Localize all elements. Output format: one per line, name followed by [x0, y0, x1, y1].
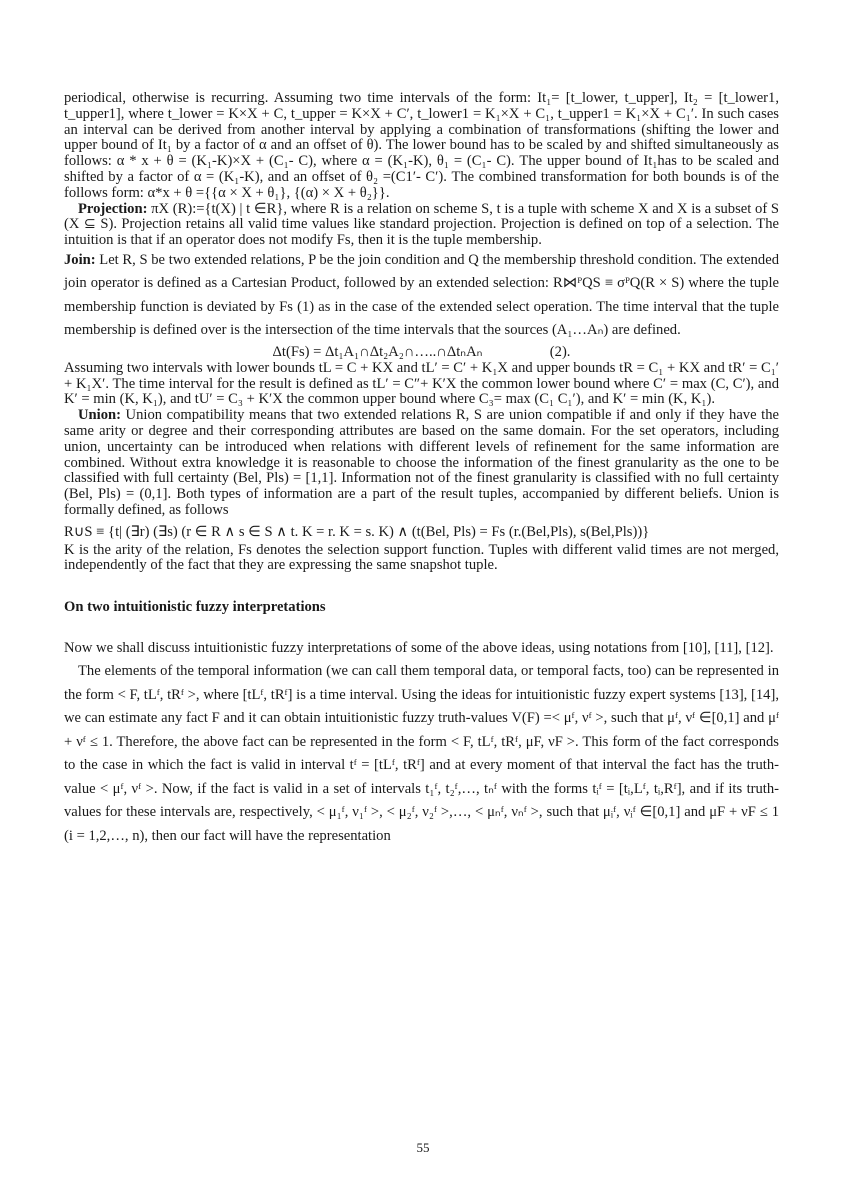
- paragraph-transformations: periodical, otherwise is recurring. Assuming two time intervals of the form: It₁= [t_lower, t_upper], It₂ = [t_lower1, t_upper1], where t_lower = K×X + C, t_upper = K×X + C′, t_lower1 = K₁×X + C₁, t_upper1 = K₁×X + C₁′. In such cases an interval can be derived from another interval by applying a combination of transformations (shifting the lower and upper bound of It₁ by a factor of α and an offset of θ). The lower bound has to be scaled by and shifted simultaneously as follows: α * x + θ = (K₁-K)×X + (C₁- C), where α = (K₁-K), θ₁ = (C₁- C). The upper bound of It₁has to be scaled and shifted by a factor of α = (K₁-K), and an offset of θ₂ =(C1′- C′). The combined transformation for both bounds is of the follows form: α*x + θ ={{α × X + θ₁}, {(α) × X + θ₂}}.: [64, 90, 779, 201]
- paragraph-bounds: Assuming two intervals with lower bounds tL = C + KX and tL′ = C′ + K₁X and upper bounds tR = C₁ + KX and tR′ = C₁′ + K₁X′. The time interval for the result is defined as tL′ = C″+ K′X the common lower bound where C′ = max (C, C′), and K′ = min (K, K₁), and tU′ = C₃ + K′X the common upper bound where C₃= max (C₁ C₁′), and K′ = min (K, K₁).: [64, 359, 779, 408]
- paragraph-arity: K is the arity of the relation, Fs denotes the selection support function. Tuples with different valid times are not merged, independently of the fact that they are expressing the same snapshot tuple.: [64, 541, 779, 574]
- projection-text: πX (R):={t(X) | t ∈R}, where R is a relation on scheme S, t is a tuple with scheme X and X is a subset of S (X ⊆ S). Projection retains all valid time values like standard projection. Projection is defined on top of a selection. The intuition is that if an operator does not modify Fs, then it is the tuple membership.: [64, 200, 779, 249]
- paragraph-temporal-facts: The elements of the temporal information (we can call them temporal data, or temporal facts, too) can be represented in the form < F, tLᶠ, tRᶠ >, where [tLᶠ, tRᶠ] is a time interval. Using the ideas for intuitionistic fuzzy expert systems [13], [14], we can estimate any fact F and it can obtain intuitionistic fuzzy truth-values V(F) =< μᶠ, νᶠ >, such that μᶠ, νᶠ ∈[0,1] and μᶠ + νᶠ ≤ 1. Therefore, the above fact can be represented in the form < F, tLᶠ, tRᶠ, μF, νF >. This form of the fact corresponds to the case in which the fact is valid in interval tᶠ = [tLᶠ, tRᶠ] and at every moment of that interval the fact has the truth-value < μᶠ, νᶠ >. Now, if the fact is valid in a set of intervals t₁ᶠ, t₂ᶠ,…, tₙᶠ with the forms tᵢᶠ = [tᵢ,Lᶠ, tᵢ,Rᶠ], and if its truth-values for these intervals are, respectively, < μ₁ᶠ, ν₁ᶠ >, < μ₂ᶠ, ν₂ᶠ >,…, < μₙᶠ, νₙᶠ >, such that μᵢᶠ, νᵢᶠ ∈[0,1] and μF + νF ≤ 1 (i = 1,2,…, n), then our fact will have the representation: [64, 663, 779, 844]
- union-formula: R∪S ≡ {t| (∃r) (∃s) (r ∈ R ∧ s ∈ S ∧ t. K = r. K = s. K) ∧ (t(Bel, Pls) = Fs (r.(Bel,Pls), s(Bel,Pls))}: [64, 523, 650, 540]
- union-text: Union compatibility means that two extended relations R, S are union compatible if and only if they have the same arity or degree and their corresponding attributes are based on the same domain. For the set operators, including union, uncertainty can be introduced when relations with different levels of refinement for the same information are combined. Without extra knowledge it is reasonable to choose the information of the finest granularity as the one to be classified with full certainty (Bel, Pls) = [1,1]. Information not of the finest granularity is classified with no full certainty (Bel, Pls) = (0,1]. Both types of information are a part of the result tuples, accompanied by different beliefs. Union is formally defined, as follows: [64, 407, 779, 518]
- equation-2-body: Δt(Fs) = Δt₁A₁∩Δt₂A₂∩…..∩ΔtₙAₙ: [272, 343, 483, 360]
- join-text: Let R, S be two extended relations, P be the join condition and Q the membership threshold condition. The extended join operator is defined as a Cartesian Product, followed by an extended selection: R⋈ᴾQS ≡ σᴾQ(R × S) where the tuple membership function is deviated by Fs (1) as in the case of the extended select operation. The time interval that the tuple membership is defined over is the intersection of the time intervals that the sources (A₁…Aₙ) are defined.: [64, 251, 779, 339]
- paragraph-projection: [64, 202, 779, 249]
- join-label: Join:: [64, 251, 96, 268]
- section-heading: On two intuitionistic fuzzy interpretations: [64, 599, 326, 616]
- page-number: 55: [416, 1140, 430, 1155]
- paragraph-notations: Now we shall discuss intuitionistic fuzzy interpretations of some of the above ideas, using notations from [10], [11], [12].: [64, 639, 774, 656]
- equation-2-number: (2).: [549, 343, 571, 360]
- projection-label: Projection:: [78, 200, 148, 217]
- equation-2: [64, 345, 779, 361]
- paper-page: [64, 91, 779, 848]
- paragraph-join: [64, 249, 779, 343]
- union-label: Union:: [78, 407, 121, 424]
- paragraph-union: [64, 408, 779, 519]
